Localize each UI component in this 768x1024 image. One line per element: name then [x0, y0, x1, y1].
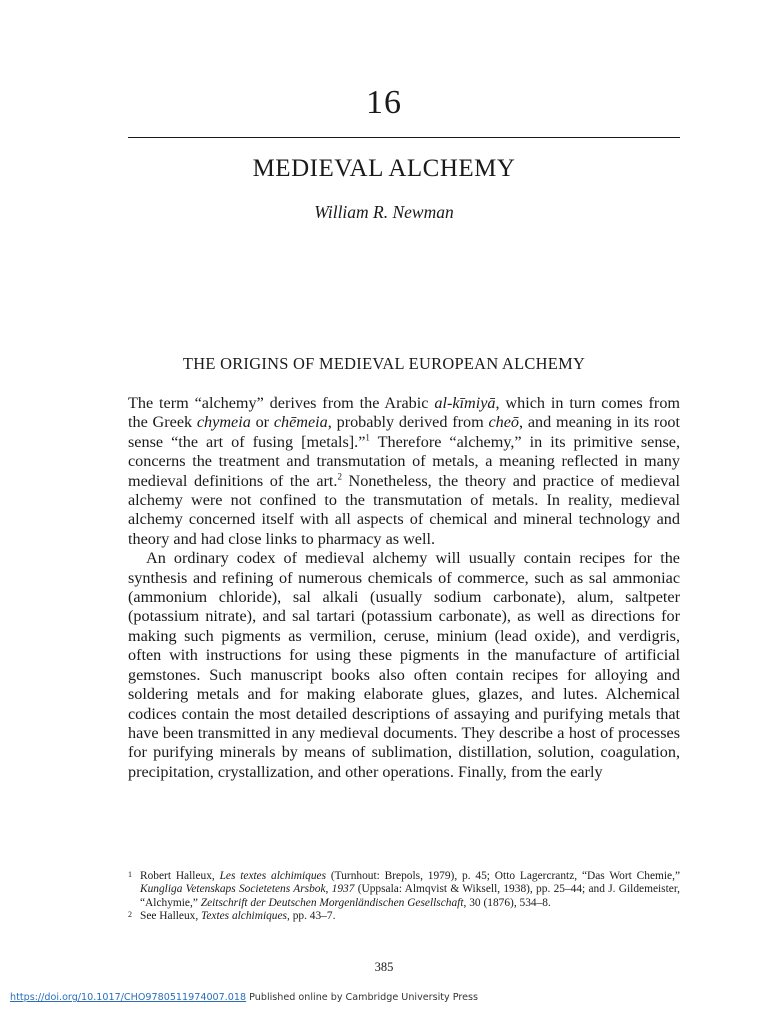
text-run: , 30 (1876), 534–8.	[463, 896, 551, 909]
text-run: The term “alchemy” derives from the Arabic	[128, 394, 435, 412]
paragraph-2: An ordinary codex of medieval alchemy will usually contain recipes for the synthesis and refining of numerous chemicals of commerce, such as sal ammoniac (ammonium chloride), sal alkali (usually sodium carbonate), alum, saltpeter (potassium nitrate), and sal tartari (potassium carbonate), as well as directions for making such pigments as vermilion, ceruse, minium (lead oxide), and verdigris, often with instructions for using these pigments in the manufacture of artificial gemstones. Such manuscript books also often contain recipes for alloying and soldering metals and for making elaborate glues, glazes, and lutes. Alchemical codices contain the most detailed descriptions of assaying and purifying metals that have been transmitted in any medieval documents. They describe a host of processes for purifying minerals by means of sublimation, distillation, solution, coagulation, precipitation, crystallization, and other operations. Finally, from the early	[128, 549, 680, 781]
body-text	[128, 394, 680, 782]
cited-title: Les textes alchimiques	[219, 870, 327, 882]
footnote-2	[128, 910, 680, 923]
text-run: Therefore “alchemy,” in its primitive sense, concerns the treatment and transmutation of metals, a meaning reflected in many medieval definitions of the art.	[128, 432, 680, 490]
page-number: 385	[374, 960, 394, 974]
term-chymeia: chymeia	[196, 413, 251, 432]
cited-title: Kungliga Vetenskaps Societetens Arsbok, 1937	[140, 883, 355, 896]
chapter-title: MEDIEVAL ALCHEMY	[252, 155, 516, 182]
section-heading: THE ORIGINS OF MEDIEVAL EUROPEAN ALCHEMY	[182, 354, 586, 373]
cited-title: Zeitschrift der Deutschen Morgenländischen Gesellschaft	[200, 896, 464, 909]
chapter-divider-rule	[128, 137, 680, 138]
cited-title: Textes alchimiques	[201, 910, 287, 923]
term-chemeia: chēmeia	[273, 413, 328, 432]
doi-link[interactable]: https://doi.org/10.1017/CHO9780511974007.018	[10, 992, 247, 1003]
footnote-ref-1[interactable]: 1	[365, 432, 370, 443]
publisher-note: Published online by Cambridge University Press	[246, 992, 478, 1003]
term-al-kimiya: al-kīmiyā	[434, 394, 496, 412]
text-run: , which in turn comes from the Greek	[128, 394, 681, 432]
footnote-mark-1: 1	[128, 870, 132, 879]
chapter-number: 16	[366, 84, 402, 121]
chapter-author: William R. Newman	[314, 202, 454, 222]
footnote-mark-2: 2	[128, 910, 132, 920]
footnote-ref-2[interactable]: 2	[337, 471, 342, 482]
term-cheo: cheō	[488, 413, 520, 432]
text-run: Robert Halleux,	[140, 870, 220, 882]
text-run: or	[250, 413, 274, 432]
footnote-1	[128, 870, 680, 910]
paragraph-1	[128, 394, 680, 549]
footnotes	[128, 870, 680, 924]
text-run: , pp. 43–7.	[287, 910, 336, 923]
text-run: Nonetheless, the theory and practice of medieval alchemy were not confined to the transmutation of metals. In reality, medieval alchemy concerned itself with all aspects of chemical and mineral technology and theory and had close links to pharmacy as well.	[128, 471, 680, 548]
text-run: See Halleux,	[140, 910, 202, 923]
text-run: , and meaning in its root sense “the art of fusing [metals].”	[128, 413, 681, 451]
text-run: , probably derived from	[327, 413, 489, 432]
doi-footer	[10, 992, 478, 1003]
text-run: (Turnhout: Brepols, 1979), p. 45; Otto Lagercrantz, “Das Wort Chemie,”	[326, 870, 680, 882]
text-run: (Uppsala: Almqvist & Wiksell, 1938), pp. 25–44; and J. Gildemeister, “Alchymie,”	[140, 883, 681, 909]
